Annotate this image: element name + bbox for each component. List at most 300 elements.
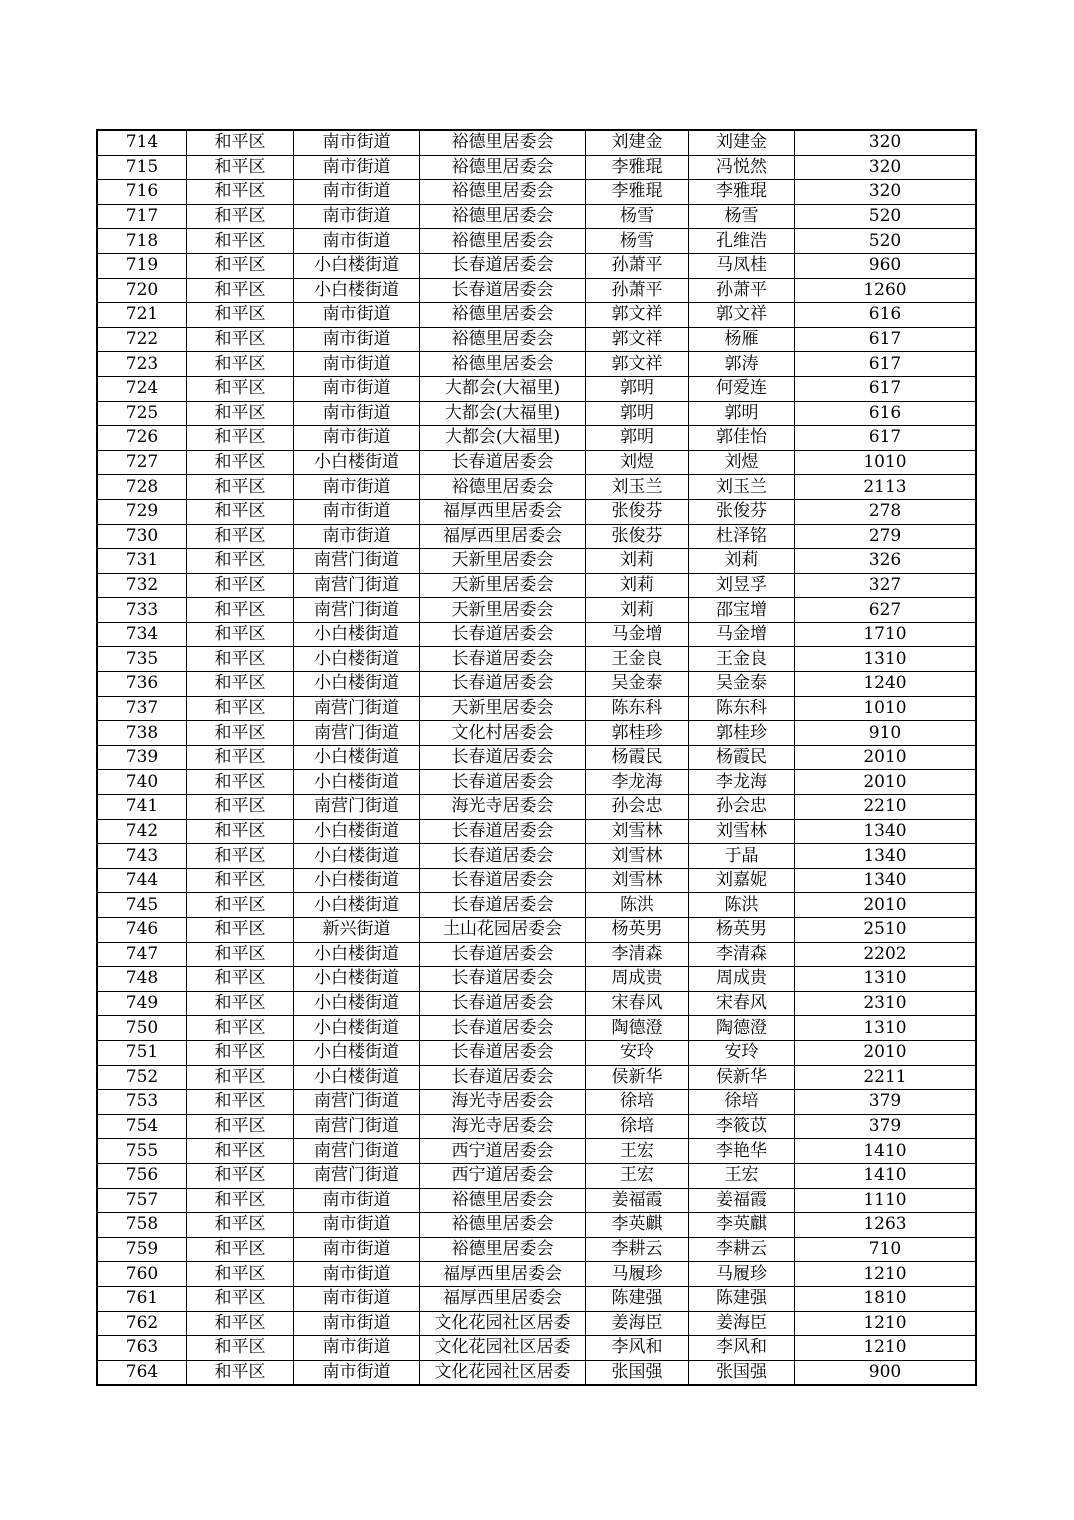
community-cell: 大都会(大福里): [420, 401, 586, 426]
name-cell: 陶德澄: [689, 1016, 795, 1041]
amount-cell: 1240: [795, 672, 977, 697]
name-cell: 张国强: [689, 1360, 795, 1385]
street-cell: 小白楼街道: [294, 991, 420, 1016]
household-head-cell: 刘雪林: [586, 868, 689, 893]
community-cell: 大都会(大福里): [420, 426, 586, 451]
name-cell: 刘雪林: [689, 819, 795, 844]
table-row: [97, 180, 976, 205]
community-cell: 长春道居委会: [420, 844, 586, 869]
name-cell: 孔维浩: [689, 229, 795, 254]
amount-cell: 627: [795, 598, 977, 623]
row-number-cell: 750: [97, 1016, 187, 1041]
table-row: [97, 721, 976, 746]
street-cell: 南市街道: [294, 499, 420, 524]
household-head-cell: 宋春风: [586, 991, 689, 1016]
district-cell: 和平区: [187, 598, 294, 623]
district-cell: 和平区: [187, 1360, 294, 1385]
row-number-cell: 763: [97, 1336, 187, 1361]
name-cell: 周成贵: [689, 967, 795, 992]
amount-cell: 1210: [795, 1311, 977, 1336]
amount-cell: 1010: [795, 450, 977, 475]
household-head-cell: 孙会忠: [586, 795, 689, 820]
community-cell: 裕德里居委会: [420, 1237, 586, 1262]
name-cell: 李耕云: [689, 1237, 795, 1262]
row-number-cell: 746: [97, 918, 187, 943]
row-number-cell: 757: [97, 1188, 187, 1213]
street-cell: 南营门街道: [294, 721, 420, 746]
amount-cell: 1210: [795, 1262, 977, 1287]
row-number-cell: 719: [97, 253, 187, 278]
name-cell: 刘建金: [689, 130, 795, 155]
amount-cell: 1110: [795, 1188, 977, 1213]
name-cell: 刘昱孚: [689, 573, 795, 598]
household-head-cell: 刘莉: [586, 549, 689, 574]
community-cell: 海光寺居委会: [420, 1114, 586, 1139]
community-cell: 裕德里居委会: [420, 1213, 586, 1238]
table-row: [97, 795, 976, 820]
name-cell: 何爱连: [689, 376, 795, 401]
household-head-cell: 马履珍: [586, 1262, 689, 1287]
street-cell: 南市街道: [294, 1213, 420, 1238]
street-cell: 南营门街道: [294, 696, 420, 721]
community-cell: 西宁道居委会: [420, 1139, 586, 1164]
row-number-cell: 745: [97, 893, 187, 918]
community-cell: 裕德里居委会: [420, 327, 586, 352]
district-cell: 和平区: [187, 844, 294, 869]
household-head-cell: 徐培: [586, 1090, 689, 1115]
household-head-cell: 李风和: [586, 1336, 689, 1361]
street-cell: 小白楼街道: [294, 450, 420, 475]
table-row: [97, 1262, 976, 1287]
street-cell: 小白楼街道: [294, 1065, 420, 1090]
community-cell: 福厚西里居委会: [420, 1262, 586, 1287]
street-cell: 南市街道: [294, 1360, 420, 1385]
amount-cell: 1410: [795, 1139, 977, 1164]
row-number-cell: 756: [97, 1163, 187, 1188]
community-cell: 西宁道居委会: [420, 1163, 586, 1188]
street-cell: 南营门街道: [294, 549, 420, 574]
household-head-cell: 周成贵: [586, 967, 689, 992]
community-cell: 裕德里居委会: [420, 475, 586, 500]
household-head-cell: 安玲: [586, 1040, 689, 1065]
household-head-cell: 刘莉: [586, 598, 689, 623]
amount-cell: 1710: [795, 622, 977, 647]
household-head-cell: 李英麒: [586, 1213, 689, 1238]
amount-cell: 320: [795, 130, 977, 155]
district-cell: 和平区: [187, 229, 294, 254]
community-cell: 长春道居委会: [420, 672, 586, 697]
household-head-cell: 陈洪: [586, 893, 689, 918]
street-cell: 小白楼街道: [294, 844, 420, 869]
community-cell: 长春道居委会: [420, 893, 586, 918]
amount-cell: 1260: [795, 278, 977, 303]
amount-cell: 327: [795, 573, 977, 598]
street-cell: 南市街道: [294, 352, 420, 377]
table-row: [97, 918, 976, 943]
district-cell: 和平区: [187, 1262, 294, 1287]
household-head-cell: 刘雪林: [586, 819, 689, 844]
row-number-cell: 717: [97, 204, 187, 229]
name-cell: 杨雁: [689, 327, 795, 352]
household-head-cell: 刘雪林: [586, 844, 689, 869]
table-row: [97, 598, 976, 623]
household-head-cell: 孙萧平: [586, 253, 689, 278]
table-row: [97, 1114, 976, 1139]
street-cell: 小白楼街道: [294, 745, 420, 770]
district-cell: 和平区: [187, 1016, 294, 1041]
amount-cell: 900: [795, 1360, 977, 1385]
row-number-cell: 728: [97, 475, 187, 500]
district-cell: 和平区: [187, 401, 294, 426]
table-row: [97, 327, 976, 352]
community-cell: 长春道居委会: [420, 647, 586, 672]
district-cell: 和平区: [187, 795, 294, 820]
row-number-cell: 764: [97, 1360, 187, 1385]
name-cell: 李清森: [689, 942, 795, 967]
district-cell: 和平区: [187, 426, 294, 451]
community-cell: 福厚西里居委会: [420, 499, 586, 524]
household-head-cell: 徐培: [586, 1114, 689, 1139]
table-row: [97, 1311, 976, 1336]
name-cell: 姜福霞: [689, 1188, 795, 1213]
street-cell: 南市街道: [294, 1262, 420, 1287]
household-head-cell: 吴金泰: [586, 672, 689, 697]
community-cell: 长春道居委会: [420, 622, 586, 647]
street-cell: 新兴街道: [294, 918, 420, 943]
table-row: [97, 844, 976, 869]
district-cell: 和平区: [187, 721, 294, 746]
street-cell: 南市街道: [294, 1311, 420, 1336]
name-cell: 刘嘉妮: [689, 868, 795, 893]
community-cell: 长春道居委会: [420, 1065, 586, 1090]
district-cell: 和平区: [187, 180, 294, 205]
table-row: [97, 352, 976, 377]
amount-cell: 2113: [795, 475, 977, 500]
street-cell: 小白楼街道: [294, 278, 420, 303]
table-row: [97, 1139, 976, 1164]
table-row: [97, 549, 976, 574]
household-head-cell: 郭文祥: [586, 352, 689, 377]
household-head-cell: 郭明: [586, 401, 689, 426]
row-number-cell: 720: [97, 278, 187, 303]
community-cell: 天新里居委会: [420, 696, 586, 721]
community-cell: 天新里居委会: [420, 573, 586, 598]
district-cell: 和平区: [187, 893, 294, 918]
community-cell: 文化花园社区居委: [420, 1336, 586, 1361]
row-number-cell: 722: [97, 327, 187, 352]
name-cell: 孙萧平: [689, 278, 795, 303]
household-head-cell: 李龙海: [586, 770, 689, 795]
street-cell: 小白楼街道: [294, 647, 420, 672]
street-cell: 南营门街道: [294, 795, 420, 820]
row-number-cell: 754: [97, 1114, 187, 1139]
amount-cell: 1310: [795, 967, 977, 992]
district-cell: 和平区: [187, 770, 294, 795]
data-table: [96, 129, 977, 1386]
row-number-cell: 752: [97, 1065, 187, 1090]
household-head-cell: 刘建金: [586, 130, 689, 155]
amount-cell: 617: [795, 376, 977, 401]
household-head-cell: 姜福霞: [586, 1188, 689, 1213]
name-cell: 李雅琨: [689, 180, 795, 205]
street-cell: 小白楼街道: [294, 868, 420, 893]
street-cell: 小白楼街道: [294, 819, 420, 844]
street-cell: 南营门街道: [294, 1163, 420, 1188]
household-head-cell: 刘玉兰: [586, 475, 689, 500]
street-cell: 小白楼街道: [294, 672, 420, 697]
household-head-cell: 孙萧平: [586, 278, 689, 303]
district-cell: 和平区: [187, 1090, 294, 1115]
amount-cell: 2510: [795, 918, 977, 943]
district-cell: 和平区: [187, 1139, 294, 1164]
name-cell: 王金良: [689, 647, 795, 672]
amount-cell: 2010: [795, 770, 977, 795]
row-number-cell: 725: [97, 401, 187, 426]
household-head-cell: 王金良: [586, 647, 689, 672]
row-number-cell: 747: [97, 942, 187, 967]
district-cell: 和平区: [187, 327, 294, 352]
table-row: [97, 253, 976, 278]
name-cell: 刘莉: [689, 549, 795, 574]
amount-cell: 1310: [795, 647, 977, 672]
table-row: [97, 1188, 976, 1213]
row-number-cell: 759: [97, 1237, 187, 1262]
street-cell: 南市街道: [294, 229, 420, 254]
household-head-cell: 李雅琨: [586, 180, 689, 205]
district-cell: 和平区: [187, 991, 294, 1016]
table-row: [97, 893, 976, 918]
table-row: [97, 942, 976, 967]
name-cell: 宋春风: [689, 991, 795, 1016]
row-number-cell: 718: [97, 229, 187, 254]
name-cell: 陈建强: [689, 1286, 795, 1311]
name-cell: 郭桂珍: [689, 721, 795, 746]
amount-cell: 2010: [795, 745, 977, 770]
amount-cell: 617: [795, 352, 977, 377]
name-cell: 杨英男: [689, 918, 795, 943]
street-cell: 小白楼街道: [294, 967, 420, 992]
district-cell: 和平区: [187, 450, 294, 475]
name-cell: 刘煜: [689, 450, 795, 475]
district-cell: 和平区: [187, 155, 294, 180]
amount-cell: 520: [795, 229, 977, 254]
household-head-cell: 郭桂珍: [586, 721, 689, 746]
district-cell: 和平区: [187, 942, 294, 967]
district-cell: 和平区: [187, 1237, 294, 1262]
table-body: [97, 130, 976, 1385]
row-number-cell: 723: [97, 352, 187, 377]
row-number-cell: 731: [97, 549, 187, 574]
table-row: [97, 868, 976, 893]
street-cell: 小白楼街道: [294, 253, 420, 278]
community-cell: 文化花园社区居委: [420, 1360, 586, 1385]
table-row: [97, 696, 976, 721]
household-head-cell: 王宏: [586, 1163, 689, 1188]
name-cell: 李英麒: [689, 1213, 795, 1238]
street-cell: 南营门街道: [294, 1090, 420, 1115]
table-row: [97, 1090, 976, 1115]
row-number-cell: 739: [97, 745, 187, 770]
street-cell: 南市街道: [294, 1237, 420, 1262]
community-cell: 裕德里居委会: [420, 130, 586, 155]
table-row: [97, 1360, 976, 1385]
row-number-cell: 760: [97, 1262, 187, 1287]
community-cell: 裕德里居委会: [420, 204, 586, 229]
district-cell: 和平区: [187, 622, 294, 647]
table-row: [97, 1336, 976, 1361]
name-cell: 郭涛: [689, 352, 795, 377]
street-cell: 南市街道: [294, 1188, 420, 1213]
row-number-cell: 761: [97, 1286, 187, 1311]
row-number-cell: 727: [97, 450, 187, 475]
name-cell: 安玲: [689, 1040, 795, 1065]
table-row: [97, 155, 976, 180]
household-head-cell: 马金增: [586, 622, 689, 647]
row-number-cell: 738: [97, 721, 187, 746]
amount-cell: 1010: [795, 696, 977, 721]
street-cell: 小白楼街道: [294, 1040, 420, 1065]
community-cell: 海光寺居委会: [420, 1090, 586, 1115]
amount-cell: 520: [795, 204, 977, 229]
community-cell: 长春道居委会: [420, 868, 586, 893]
household-head-cell: 杨英男: [586, 918, 689, 943]
row-number-cell: 715: [97, 155, 187, 180]
household-head-cell: 姜海臣: [586, 1311, 689, 1336]
name-cell: 马凤桂: [689, 253, 795, 278]
row-number-cell: 740: [97, 770, 187, 795]
amount-cell: 278: [795, 499, 977, 524]
table-row: [97, 524, 976, 549]
name-cell: 郭佳怡: [689, 426, 795, 451]
row-number-cell: 733: [97, 598, 187, 623]
household-head-cell: 郭文祥: [586, 303, 689, 328]
amount-cell: 1210: [795, 1336, 977, 1361]
name-cell: 刘玉兰: [689, 475, 795, 500]
amount-cell: 617: [795, 327, 977, 352]
row-number-cell: 737: [97, 696, 187, 721]
community-cell: 文化村居委会: [420, 721, 586, 746]
community-cell: 福厚西里居委会: [420, 524, 586, 549]
district-cell: 和平区: [187, 868, 294, 893]
name-cell: 郭文祥: [689, 303, 795, 328]
amount-cell: 2310: [795, 991, 977, 1016]
row-number-cell: 743: [97, 844, 187, 869]
street-cell: 南市街道: [294, 204, 420, 229]
row-number-cell: 751: [97, 1040, 187, 1065]
household-head-cell: 刘煜: [586, 450, 689, 475]
district-cell: 和平区: [187, 745, 294, 770]
street-cell: 南市街道: [294, 180, 420, 205]
row-number-cell: 730: [97, 524, 187, 549]
street-cell: 南市街道: [294, 401, 420, 426]
amount-cell: 1340: [795, 868, 977, 893]
name-cell: 陈洪: [689, 893, 795, 918]
name-cell: 杜泽铭: [689, 524, 795, 549]
street-cell: 小白楼街道: [294, 893, 420, 918]
household-head-cell: 李清森: [586, 942, 689, 967]
table-row: [97, 745, 976, 770]
name-cell: 王宏: [689, 1163, 795, 1188]
community-cell: 长春道居委会: [420, 967, 586, 992]
community-cell: 长春道居委会: [420, 450, 586, 475]
amount-cell: 2211: [795, 1065, 977, 1090]
table-row: [97, 1065, 976, 1090]
community-cell: 长春道居委会: [420, 1016, 586, 1041]
community-cell: 长春道居委会: [420, 253, 586, 278]
community-cell: 土山花园居委会: [420, 918, 586, 943]
district-cell: 和平区: [187, 1114, 294, 1139]
table-row: [97, 450, 976, 475]
amount-cell: 279: [795, 524, 977, 549]
street-cell: 南营门街道: [294, 1139, 420, 1164]
row-number-cell: 721: [97, 303, 187, 328]
community-cell: 裕德里居委会: [420, 352, 586, 377]
table-row: [97, 770, 976, 795]
household-head-cell: 杨霞民: [586, 745, 689, 770]
amount-cell: 320: [795, 155, 977, 180]
household-head-cell: 郭明: [586, 376, 689, 401]
name-cell: 吴金泰: [689, 672, 795, 697]
district-cell: 和平区: [187, 204, 294, 229]
amount-cell: 910: [795, 721, 977, 746]
name-cell: 李风和: [689, 1336, 795, 1361]
amount-cell: 2202: [795, 942, 977, 967]
street-cell: 小白楼街道: [294, 770, 420, 795]
street-cell: 南市街道: [294, 524, 420, 549]
table-row: [97, 967, 976, 992]
table-row: [97, 647, 976, 672]
row-number-cell: 729: [97, 499, 187, 524]
amount-cell: 960: [795, 253, 977, 278]
household-head-cell: 刘莉: [586, 573, 689, 598]
district-cell: 和平区: [187, 278, 294, 303]
amount-cell: 326: [795, 549, 977, 574]
street-cell: 南市街道: [294, 303, 420, 328]
table-row: [97, 1286, 976, 1311]
amount-cell: 2210: [795, 795, 977, 820]
table-row: [97, 1213, 976, 1238]
amount-cell: 1810: [795, 1286, 977, 1311]
amount-cell: 1310: [795, 1016, 977, 1041]
row-number-cell: 755: [97, 1139, 187, 1164]
name-cell: 孙会忠: [689, 795, 795, 820]
table-row: [97, 130, 976, 155]
table-row: [97, 1237, 976, 1262]
name-cell: 李筱苡: [689, 1114, 795, 1139]
name-cell: 冯悦然: [689, 155, 795, 180]
district-cell: 和平区: [187, 1311, 294, 1336]
household-head-cell: 张俊芬: [586, 524, 689, 549]
row-number-cell: 714: [97, 130, 187, 155]
community-cell: 福厚西里居委会: [420, 1286, 586, 1311]
community-cell: 长春道居委会: [420, 278, 586, 303]
amount-cell: 616: [795, 401, 977, 426]
name-cell: 张俊芬: [689, 499, 795, 524]
name-cell: 姜海臣: [689, 1311, 795, 1336]
household-head-cell: 侯新华: [586, 1065, 689, 1090]
district-cell: 和平区: [187, 1163, 294, 1188]
community-cell: 天新里居委会: [420, 598, 586, 623]
table-row: [97, 401, 976, 426]
district-cell: 和平区: [187, 819, 294, 844]
name-cell: 马金增: [689, 622, 795, 647]
street-cell: 南市街道: [294, 1336, 420, 1361]
table-row: [97, 622, 976, 647]
table-row: [97, 376, 976, 401]
name-cell: 杨霞民: [689, 745, 795, 770]
amount-cell: 1263: [795, 1213, 977, 1238]
district-cell: 和平区: [187, 352, 294, 377]
